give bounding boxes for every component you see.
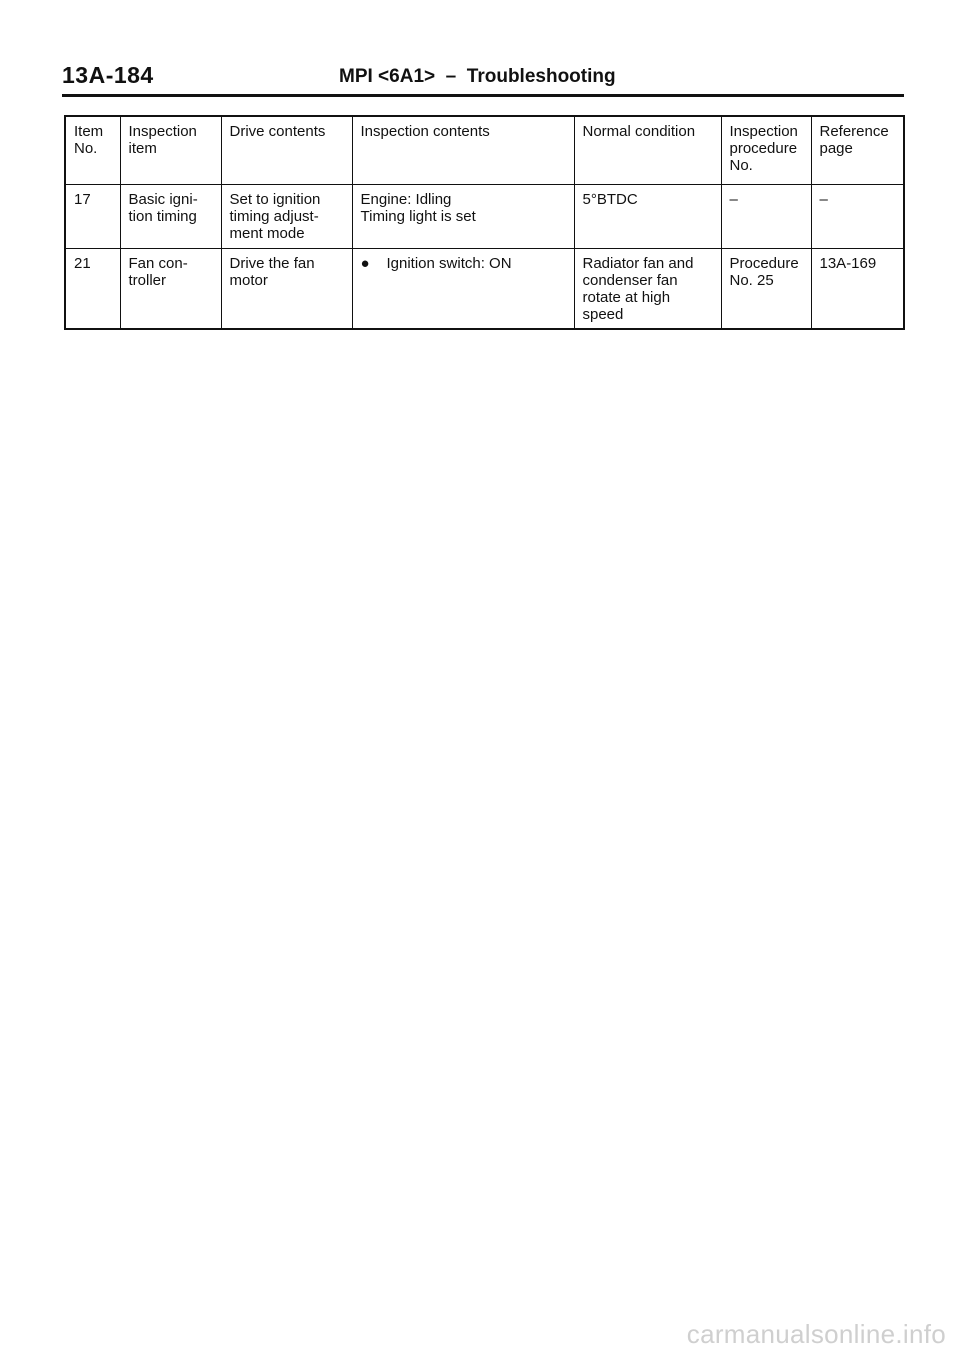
column-header-procedure-no: Inspection procedure No. xyxy=(721,116,811,185)
cell-reference-page: 13A-169 xyxy=(811,249,904,330)
cell-item-no: 17 xyxy=(65,185,120,249)
column-header-normal-condition: Normal condition xyxy=(574,116,721,185)
column-header-inspection-item: Inspection item xyxy=(120,116,221,185)
cell-normal-condition: Radiator fan and condenser fan rotate at high speed xyxy=(574,249,721,330)
cell-reference-page: – xyxy=(811,185,904,249)
cell-procedure-no: – xyxy=(721,185,811,249)
table-row xyxy=(65,185,904,249)
bullet-icon: ● xyxy=(360,255,370,272)
table-header-row xyxy=(65,116,904,185)
cell-procedure-no: Procedure No. 25 xyxy=(721,249,811,330)
column-header-item-no: Item No. xyxy=(65,116,120,185)
cell-inspection-contents xyxy=(352,249,574,330)
column-header-drive-contents: Drive contents xyxy=(221,116,352,185)
cell-normal-condition: 5°BTDC xyxy=(574,185,721,249)
watermark: carmanualsonline.info xyxy=(686,1319,946,1349)
actuator-test-table xyxy=(64,115,905,330)
section-title: MPI <6A1> – Troubleshooting xyxy=(339,66,616,87)
cell-drive-contents: Drive the fan motor xyxy=(221,249,352,330)
column-header-reference-page: Reference page xyxy=(811,116,904,185)
column-header-inspection-contents: Inspection contents xyxy=(352,116,574,185)
cell-inspection-contents: Engine: Idling Timing light is set xyxy=(352,185,574,249)
table-row xyxy=(65,249,904,330)
page-number: 13A-184 xyxy=(62,62,154,88)
inspection-contents-text: Ignition switch: ON xyxy=(386,255,512,272)
cell-inspection-item: Fan con- troller xyxy=(120,249,221,330)
cell-inspection-item: Basic igni- tion timing xyxy=(120,185,221,249)
page-header xyxy=(62,62,904,97)
cell-item-no: 21 xyxy=(65,249,120,330)
cell-drive-contents: Set to ignition timing adjust- ment mode xyxy=(221,185,352,249)
